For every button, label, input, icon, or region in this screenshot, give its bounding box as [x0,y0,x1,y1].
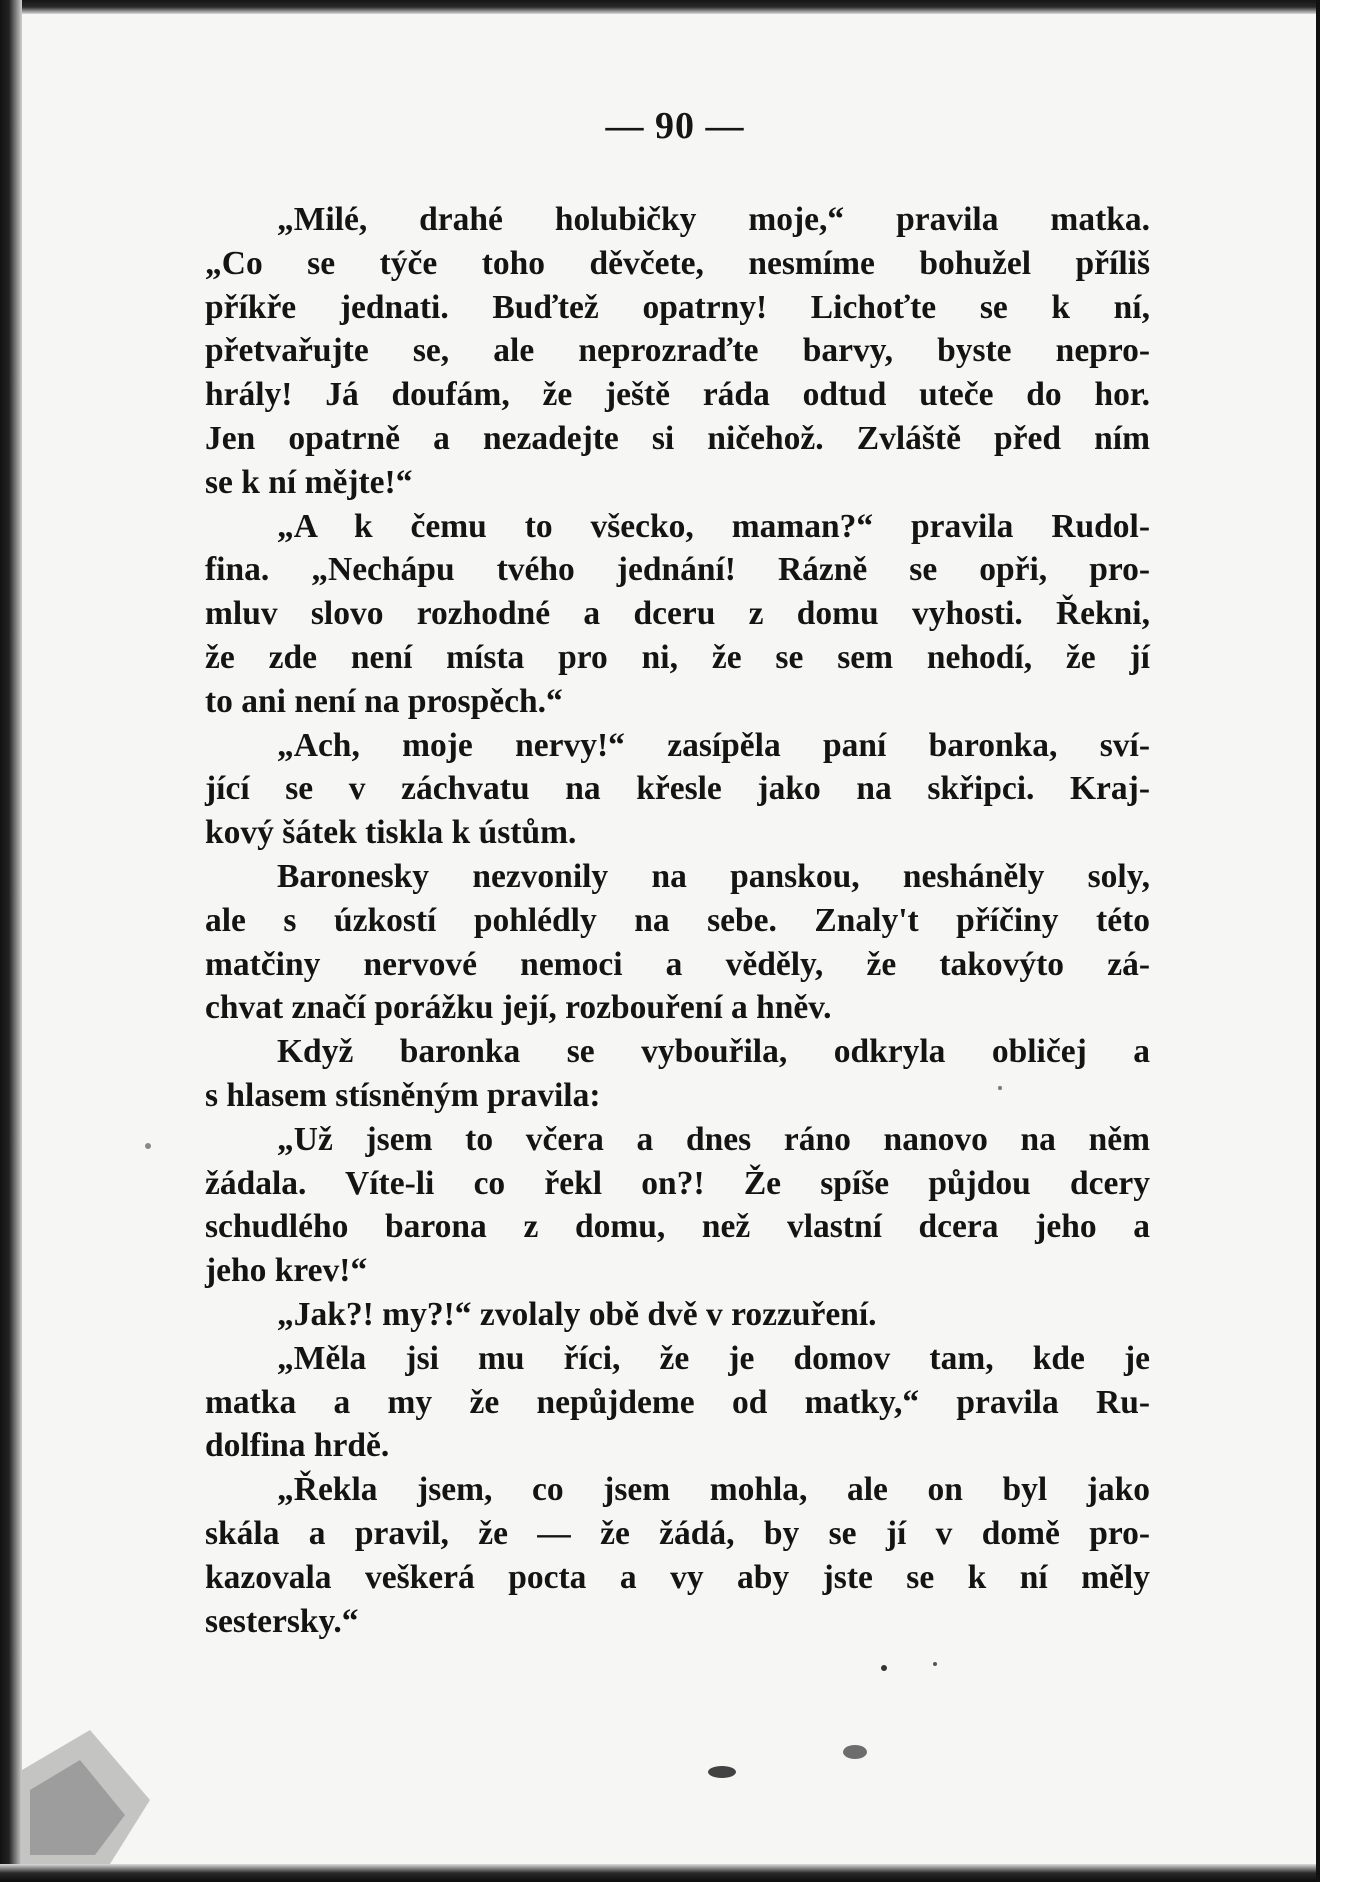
scan-edge-left [0,0,22,1882]
text-line: dolfina hrdě. [205,1427,390,1465]
text-line: „Jak?! my?!“ zvolaly obě dvě v rozzuření. [277,1295,877,1333]
text-line: „A k čemu to všecko, maman?“ pravila Rudol- [277,507,1150,545]
body-text [205,198,1150,1643]
text-line: Baronesky nezvonily na panskou, nesháněly soly, [277,857,1150,895]
text-line: jící se v záchvatu na křesle jako na skřipci. Kraj- [205,770,1150,808]
text-line: přetvařujte se, ale neprozraďte barvy, byste nepro- [205,332,1150,370]
text-line: matka a my že nepůjdeme od matky,“ pravila Ru- [205,1383,1150,1421]
text-line: že zde není místa pro ni, že se sem nehodí, že jí [205,638,1150,676]
scan-edge-right [1316,0,1350,1882]
text-line: příkře jednati. Buďtež opatrny! Lichoťte se k ní, [205,288,1150,326]
text-line: „Ach, moje nervy!“ zasípěla paní baronka, sví- [277,726,1150,764]
text-line: chvat značí porážku její, rozbouření a hněv. [205,989,832,1027]
text-line: hrály! Já doufám, že ještě ráda odtud uteče do hor. [205,376,1150,414]
text-line: „Řekla jsem, co jsem mohla, ale on byl jako [277,1471,1150,1509]
text-line: „Měla jsi mu říci, že je domov tam, kde je [277,1339,1150,1377]
text-line: matčiny nervové nemoci a věděly, že takovýto zá- [205,945,1150,983]
text-line: kový šátek tiskla k ústům. [205,814,577,852]
text-line: ale s úzkostí pohlédly na sebe. Znaly't příčiny této [205,901,1150,939]
text-line: se k ní mějte!“ [205,463,413,501]
text-line: mluv slovo rozhodné a dceru z domu vyhosti. Řekni, [205,595,1150,633]
text-line: Jen opatrně a nezadejte si ničehož. Zvláště před ním [205,419,1150,457]
scan-edge-top [0,0,1350,14]
text-line: fina. „Nechápu tvého jednání! Rázně se opři, pro- [205,551,1150,589]
text-line: s hlasem stísněným pravila: [205,1076,601,1114]
text-line: „Milé, drahé holubičky moje,“ pravila matka. [277,201,1150,238]
text-line: sestersky.“ [205,1602,359,1640]
text-line: Když baronka se vybouřila, odkryla obličej a [277,1033,1150,1071]
text-line: žádala. Víte-li co řekl on?! Že spíše půjdou dcery [205,1164,1150,1202]
text-line: „Co se týče toho děvčete, nesmíme bohužel příliš [205,244,1150,282]
text-line: to ani není na prospěch.“ [205,682,563,720]
page-number: — 90 — [605,105,745,147]
text-line: kazovala veškerá pocta a vy aby jste se k ní měly [205,1558,1150,1596]
scan-edge-bottom [0,1864,1350,1882]
text-line: schudlého barona z domu, než vlastní dcera jeho a [205,1208,1150,1246]
text-line: „Už jsem to včera a dnes ráno nanovo na něm [277,1120,1150,1158]
text-line: skála a pravil, že — že žádá, by se jí v domě pro- [205,1514,1150,1552]
text-line: jeho krev!“ [205,1252,368,1290]
